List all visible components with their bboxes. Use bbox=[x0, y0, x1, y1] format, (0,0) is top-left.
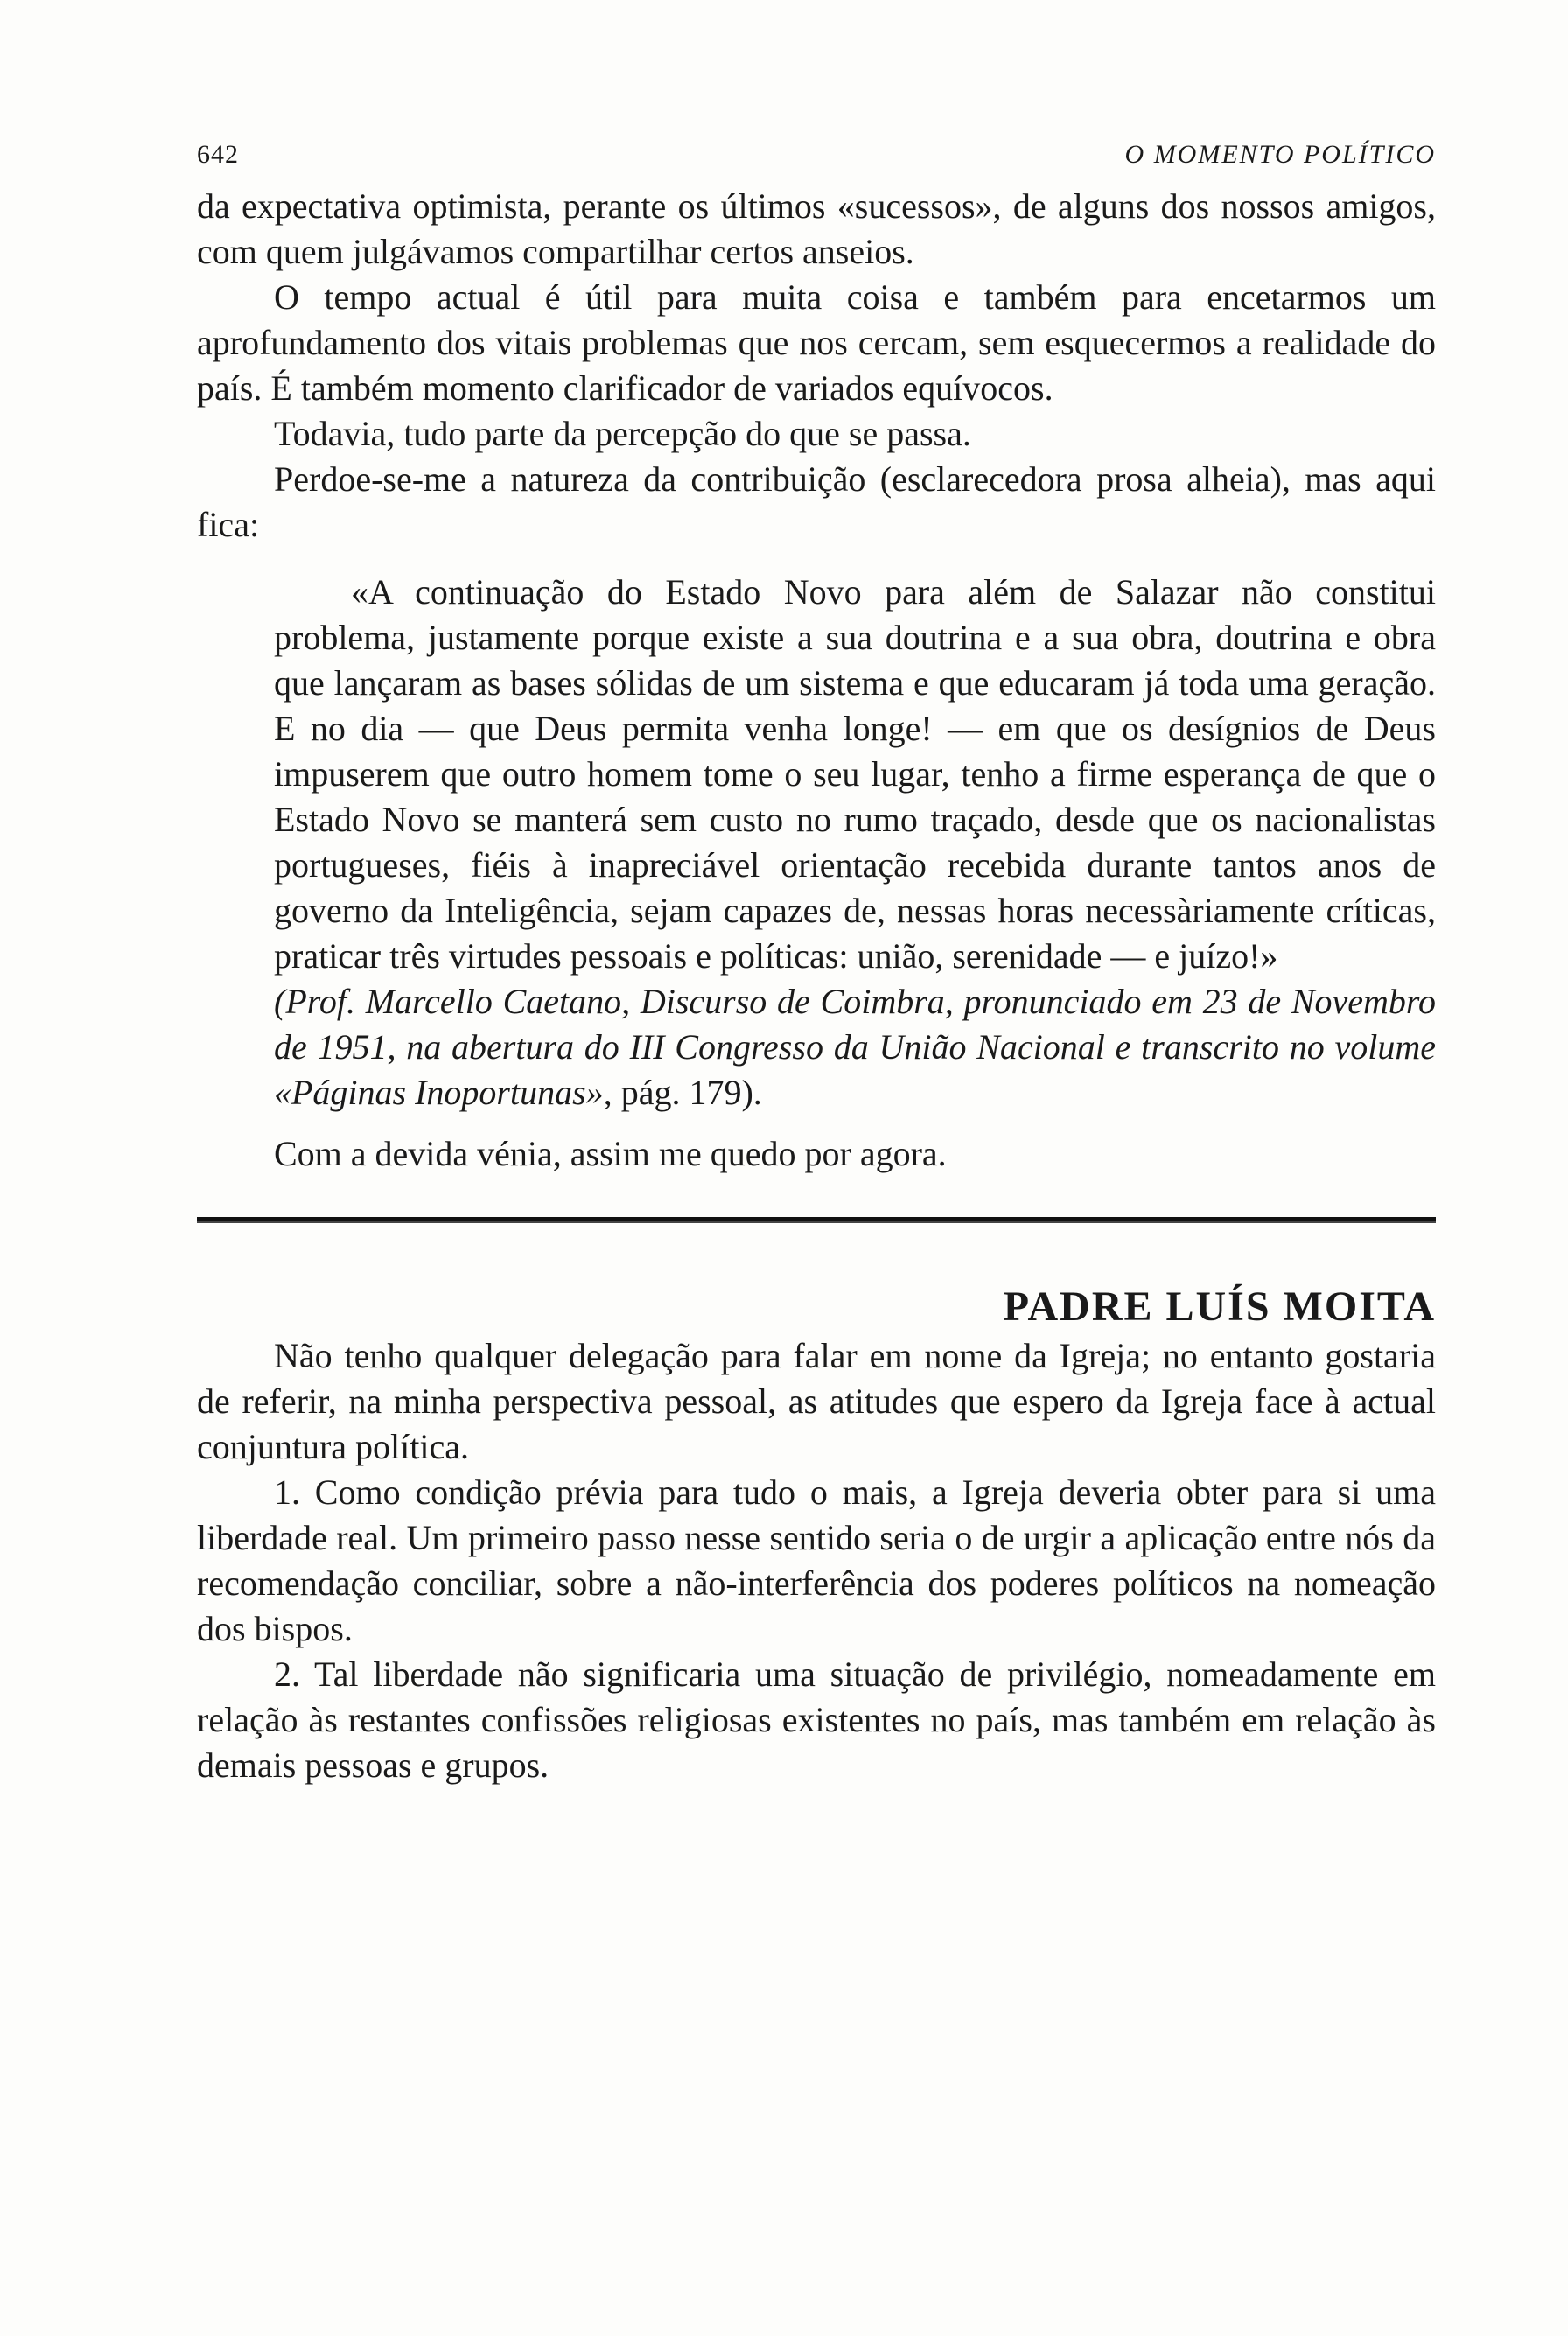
numbered-paragraph: 1. Como condição prévia para tudo o mais, a Igreja deveria obter para si uma liberdade real. Um primeiro passo nesse sentido seria o de urgir a aplicação entre nós da recomendação conciliar, sobre a não-interferência dos poderes políticos na nomeação dos bispos. bbox=[197, 1472, 1436, 1648]
citation-page: pág. 179). bbox=[612, 1073, 762, 1112]
paragraph-continuation: da expectativa optimista, perante os últimos «sucessos», de alguns dos nossos amigos, com quem julgávamos compartilhar certos anseios. bbox=[197, 186, 1436, 271]
quote-citation bbox=[274, 979, 1436, 1116]
block-quote bbox=[274, 570, 1436, 1116]
citation-text: (Prof. Marcello Caetano, Discurso de Coimbra, pronunciado em 23 de Novembro de 1951, na abertura do III Congresso da União Nacional e transcrito no volume «Páginas Inoportunas», bbox=[274, 982, 1436, 1112]
running-title: O MOMENTO POLÍTICO bbox=[1124, 140, 1436, 169]
paragraph: Todavia, tudo parte da percepção do que se passa. bbox=[274, 414, 971, 453]
page-header bbox=[197, 131, 1436, 184]
quote-text: «A continuação do Estado Novo para além de Salazar não constitui problema, justamente porque existe a sua doutrina e a sua obra, doutrina e obra que lançaram as bases sólidas de um sistema e que educaram já toda uma geração. E no dia — que Deus permita venha longe! — em que os desígnios de Deus impuserem que outro homem tome o seu lugar, tenho a firme esperança de que o Estado Novo se manterá sem custo no rumo traçado, desde que os nacionalistas portugueses, fiéis à inapreciável orientação recebida durante tantos anos de governo da Inteligência, sejam capazes de, nessas horas necessàriamente críticas, praticar três virtudes pessoais e políticas: união, serenidade — e juízo!» bbox=[274, 572, 1436, 976]
section-title: PADRE LUÍS MOITA bbox=[1003, 1283, 1436, 1330]
page bbox=[197, 131, 1436, 1788]
closing-line: Com a devida vénia, assim me quedo por agora. bbox=[274, 1134, 947, 1173]
paragraph: Perdoe-se-me a natureza da contribuição (esclarecedora prosa alheia), mas aqui fica: bbox=[197, 459, 1436, 544]
section-divider bbox=[197, 1217, 1436, 1223]
numbered-paragraph: 2. Tal liberdade não significaria uma situação de privilégio, nomeadamente em relação às restantes confissões religiosas existentes no país, mas também em relação às demais pessoas e grupos. bbox=[197, 1654, 1436, 1785]
paragraph: Não tenho qualquer delegação para falar em nome da Igreja; no entanto gostaria de referir, na minha perspectiva pessoal, as atitudes que espero da Igreja face à actual conjuntura política. bbox=[197, 1336, 1436, 1466]
paragraph: O tempo actual é útil para muita coisa e também para encetarmos um aprofundamento dos vitais problemas que nos cercam, sem esquecermos a realidade do país. É também momento clarificador de variados equívocos. bbox=[197, 277, 1436, 408]
page-number: 642 bbox=[197, 140, 239, 169]
body-text bbox=[197, 184, 1436, 1177]
section-body bbox=[197, 1333, 1436, 1788]
